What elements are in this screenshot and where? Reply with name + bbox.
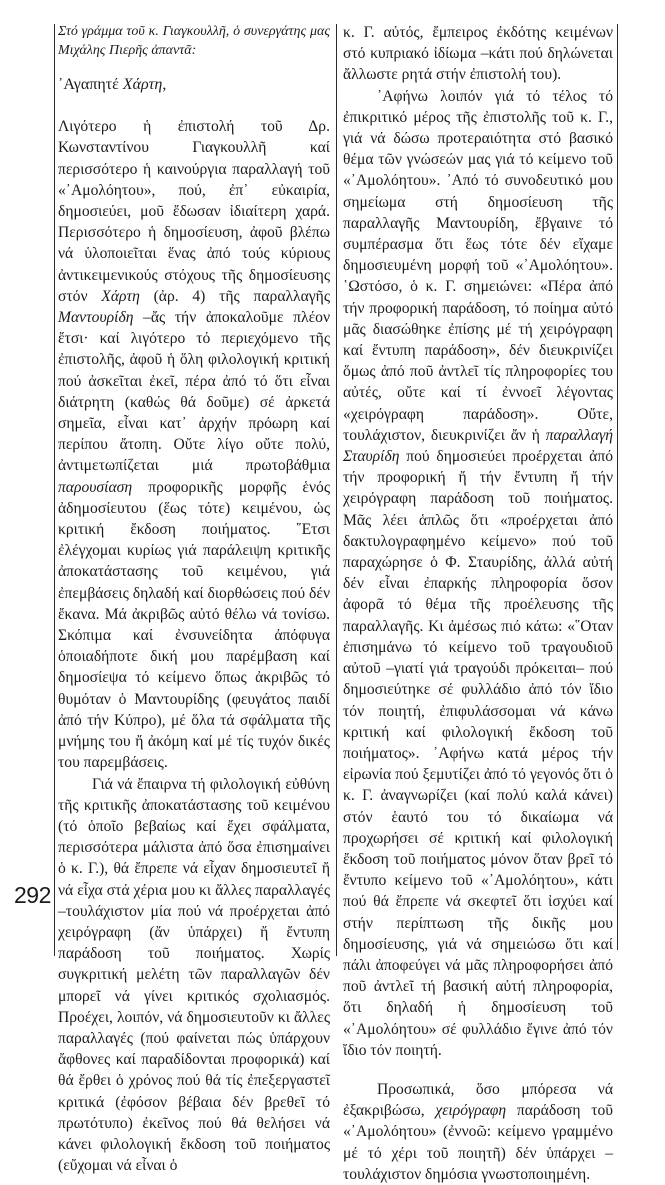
- paragraph-text: ᾿Αφήνω λοιπόν γιά τό τέλος τό ἐπικριτικό μέρος τῆς ἐπιστολῆς τοῦ κ. Γ., γιά νά δώσω προτεραιότητα στό βασικό θέμα τῶν γνώσεών μας γιά τό κείμενο τοῦ «᾿Αμολόητου». ᾿Από τό συνοδευτικό μου σημείωμα στή δημοσίευση τῆς παραλλαγῆς Μαντουρίδη, ἔβγαινε τό συμπέρασμα ὅτι ἕως τότε δέν εἴχαμε δημοσιευμένη μορφή τοῦ «᾿Αμολόητου». ῾Ωστόσο, ὁ κ. Γ. σημειώνει: «Πέρα ἀπό τήν προφορική παράδοση, τό ποίημα αὐτό μᾶς διασώθηκε ἐπίσης μέ τή χειρόγραφη καί ἔντυπη παράδοση», δέν διευκρινίζει ὅμως ἀπό ποῦ ἀντλεῖ τίς πληροφορίες του αὐτές, οὔτε καί τί ἐννοεῖ λέγοντας «χειρόγραφη παράδοση». Οὔτε, τουλάχιστον, διευκρινίζει ἄν ἡ: [343, 87, 613, 444]
- variant-name-emphasis: Μαντουρίδη: [58, 309, 134, 327]
- letter-paragraph-3: [343, 86, 613, 1061]
- paragraph-text: πού δημοσιεύει προέρχεται ἀπό τήν προφορική ἤ τήν ἔντυπη ἤ τήν χειρόγραφη παράδοση τοῦ ποιήματος. Μᾶς λέει ἁπλῶς ὅτι «προέρχεται ἀπό δακτυλογραφημένο κείμενο» πού τοῦ παραχώρησε ὁ Φ. Σταυρίδης, ἀλλά αὐτή δέν εἶναι ἐπαρκής πληροφορία ὅσον ἀφορᾶ τό θέμα τῆς προέλευσης τῆς παραλλαγῆς. Κι ἀμέσως πιό κάτω: «῞Οταν ἐπισημάνω τό κείμενο τοῦ τραγουδιοῦ αὐτοῦ –γιατί γιά τραγούδι πρόκειται– πού δημοσιεύτηκε σέ φυλλάδιο ἀπό τόν ἴδιο τόν ποιητή, ἐπιφυλάσσομαι νά κάνω κριτική καί φιλολογική ἔκδοση τοῦ ποιήματος». ᾿Αφήνω κατά μέρος τήν εἰρωνία πού ξεμυτίζει ἀπό τό γεγονός ὅτι ὁ κ. Γ. ἀναγνωρίζει (καί πολύ καλά κάνει) στόν ἑαυτό του τό δικαίωμα νά προχωρήσει σέ κριτική καί φιλολογική ἔκδοση τοῦ ποιήματος μόνον ὅταν βρεῖ τό ἔντυπο κείμενο τοῦ «᾿Αμολόητου», κάτι πού θά ἔπρεπε νά σκεφτεῖ ὅτι ἰσχύει καί στήν περίπτωση τῆς δικῆς μου δημοσίευσης, γιά νά σημειώσω ὅτι καί πάλι ἀποφεύγει νά μᾶς πληροφορήσει ἀπό ποῦ ἀντλεῖ τή βασική αὐτή πληροφορία, ὅτι δηλαδή ἡ δημοσίευση τοῦ «᾿Αμολόητου» σέ φυλλάδιο ἔγινε ἀπό τόν ἴδιο τόν ποιητή.: [343, 448, 613, 1059]
- paragraph-text: –ἄς τήν ἀποκαλοῦμε πλέον ἔτσι· καί λιγότερο τό περιεχόμενο τῆς ἐπιστολῆς, ἀφοῦ ἡ ὅλη φιλολογική κριτική πού ἀσκεῖται ἐκεῖ, πέρα ἀπό τό ὅτι εἶναι διάτρητη (καθώς θά δοῦμε) σέ ἀρκετά σημεῖα, εἶναι κατ᾿ ἀρχήν πρόωρη καί περίπου ἄτοπη. Οὔτε λίγο οὔτε πολύ, ἀντιμετωπίζεται μιά πρωτοβάθμια: [58, 309, 330, 475]
- handwritten-emphasis: χειρόγραφη: [435, 1102, 507, 1120]
- middle-column-rule: [336, 24, 337, 956]
- right-column-rule: [617, 24, 618, 950]
- presentation-emphasis: παρουσίαση: [58, 478, 133, 496]
- variant-name-emphasis: παραλλαγή Σταυρίδη: [343, 426, 613, 466]
- letter-salutation: [58, 74, 330, 95]
- paragraph-text: προφορικῆς μορφῆς ἑνός ἀδημοσίευτου (ἕως τότε) κειμένου, ὡς κριτική ἔκδοση ποιήματος. ῞Ετσι ἐλέγχομαι κυρίως γιά παράλειψη κριτικῆς ἀποκατάστασης τοῦ κειμένου, γιά ἐπεμβάσεις δηλαδή καί διορθώσεις πού δέν ἔκανα. Μά ἀκριβῶς αὐτό θέλω νά τονίσω. Σκόπιμα καί ἐνσυνείδητα ἀπόφυγα ὁποιαδήποτε δική μου παρέμβαση καί δημοσίεψα τό κείμενο ὅπως ἀκριβῶς τό θυμόταν ὁ Μαντουρίδης (φευγάτος παιδί ἀπό τήν Κύπρο), μέ ὅλα τά σφάλματα τῆς μνήμης του ἤ ἀκόμη καί μέ τίς τυχόν δικές του παρεμβάσεις.: [58, 478, 330, 772]
- paragraph-text: Λιγότερο ἡ ἐπιστολή τοῦ Δρ. Κωνσταντίνου Γιαγκουλλῆ καί περισσότερο ἡ καινούργια παραλλαγή τοῦ «᾿Αμολόητου», πού, ἐπ᾿ εὐκαιρία, δημοσιεύει, μοῦ ἔδωσαν ἰδιαίτερη χαρά. Περισσότερο ἡ δημοσίευση, ἀφοῦ βλέπω νά ὑλοποιεῖται ἕνας ἀπό τούς κύριους ἀντικειμενικούς στόχους τῆς δημοσίευσης στόν: [58, 118, 330, 305]
- right-column: [343, 22, 613, 1185]
- salutation-prefix: ᾿Αγαπητέ: [58, 76, 123, 93]
- letter-paragraph-continued: κ. Γ. αὐτός, ἔμπειρος ἐκδότης κειμένων στό κυπριακό ἰδίωμα –κάτι πού δηλώνεται ἄλλωστε ρητά στήν ἐπιστολή του).: [343, 24, 613, 84]
- paragraph-text: παράδοση τοῦ «᾿Αμολόητου» (ἐννοῶ: κείμενο γραμμένο μέ τό χέρι τοῦ ποιητῆ) δέν ὑπάρχει –τουλάχιστον δημόσια γνωστοποιημένη.: [343, 1102, 614, 1183]
- left-column-rule: [54, 24, 55, 956]
- letter-paragraph-4: [343, 1079, 613, 1185]
- left-column: [58, 22, 330, 1176]
- letter-paragraph-2: Γιά νά ἔπαιρνα τή φιλολογική εὐθύνη τῆς κριτικῆς ἀποκατάστασης τοῦ κειμένου (τό ὁποῖο βεβαίως καί ἔχει σφάλματα, περισσότερα μάλιστα ἀπό ὅσα ἐπισημαίνει ὁ κ. Γ.), θά ἔπρεπε νά εἶχαν δημοσιευτεῖ ἤ νά εἶχα στά χέρια μου κι ἄλλες παραλλαγές –τουλάχιστον μία πού νά προέρχεται ἀπό χειρόγραφη (ἄν ὑπάρχει) ἤ ἔντυπη παράδοση τοῦ ποιήματος. Χωρίς συγκριτική μελέτη τῶν παραλλαγῶν δέν μπορεῖ νά γίνει κριτικός σχολιασμός. Προέχει, λοιπόν, νά δημοσιευτοῦν κι ἄλλες παραλλαγές (πού φαίνεται πώς ὑπάρχουν ἄφθονες καί παραδίδονται προφορικά) καί θά ἔρθει ὁ χρόνος πού θά τίς ἐπεξεργαστεῖ κριτικά (ἐφόσον βέβαια δέν βρεθεῖ τό πρωτότυπο) ἐκεῖνος πού θά θελήσει νά κάνει φιλολογική ἔκδοση τοῦ ποιήματος (εὔχομαι νά εἶναι ὁ: [58, 775, 330, 1175]
- salutation-suffix: ,: [162, 76, 167, 93]
- paragraph-text: Προσωπικά, ὅσο μπόρεσα νά ἐξακριβώσω,: [343, 1080, 613, 1120]
- letter-paragraph-1: [58, 116, 330, 773]
- salutation-journal-title: Χάρτη: [122, 76, 163, 93]
- editorial-intro: Στό γράμμα τοῦ κ. Γιαγκουλλῆ, ὁ συνεργάτης μας Μιχάλης Πιερῆς ἀπαντᾶ:: [58, 24, 330, 58]
- page-number: 292: [14, 882, 51, 908]
- paragraph-text: (ἀρ. 4) τῆς παραλλαγῆς: [139, 287, 331, 305]
- journal-title-emphasis: Χάρτη: [101, 287, 140, 305]
